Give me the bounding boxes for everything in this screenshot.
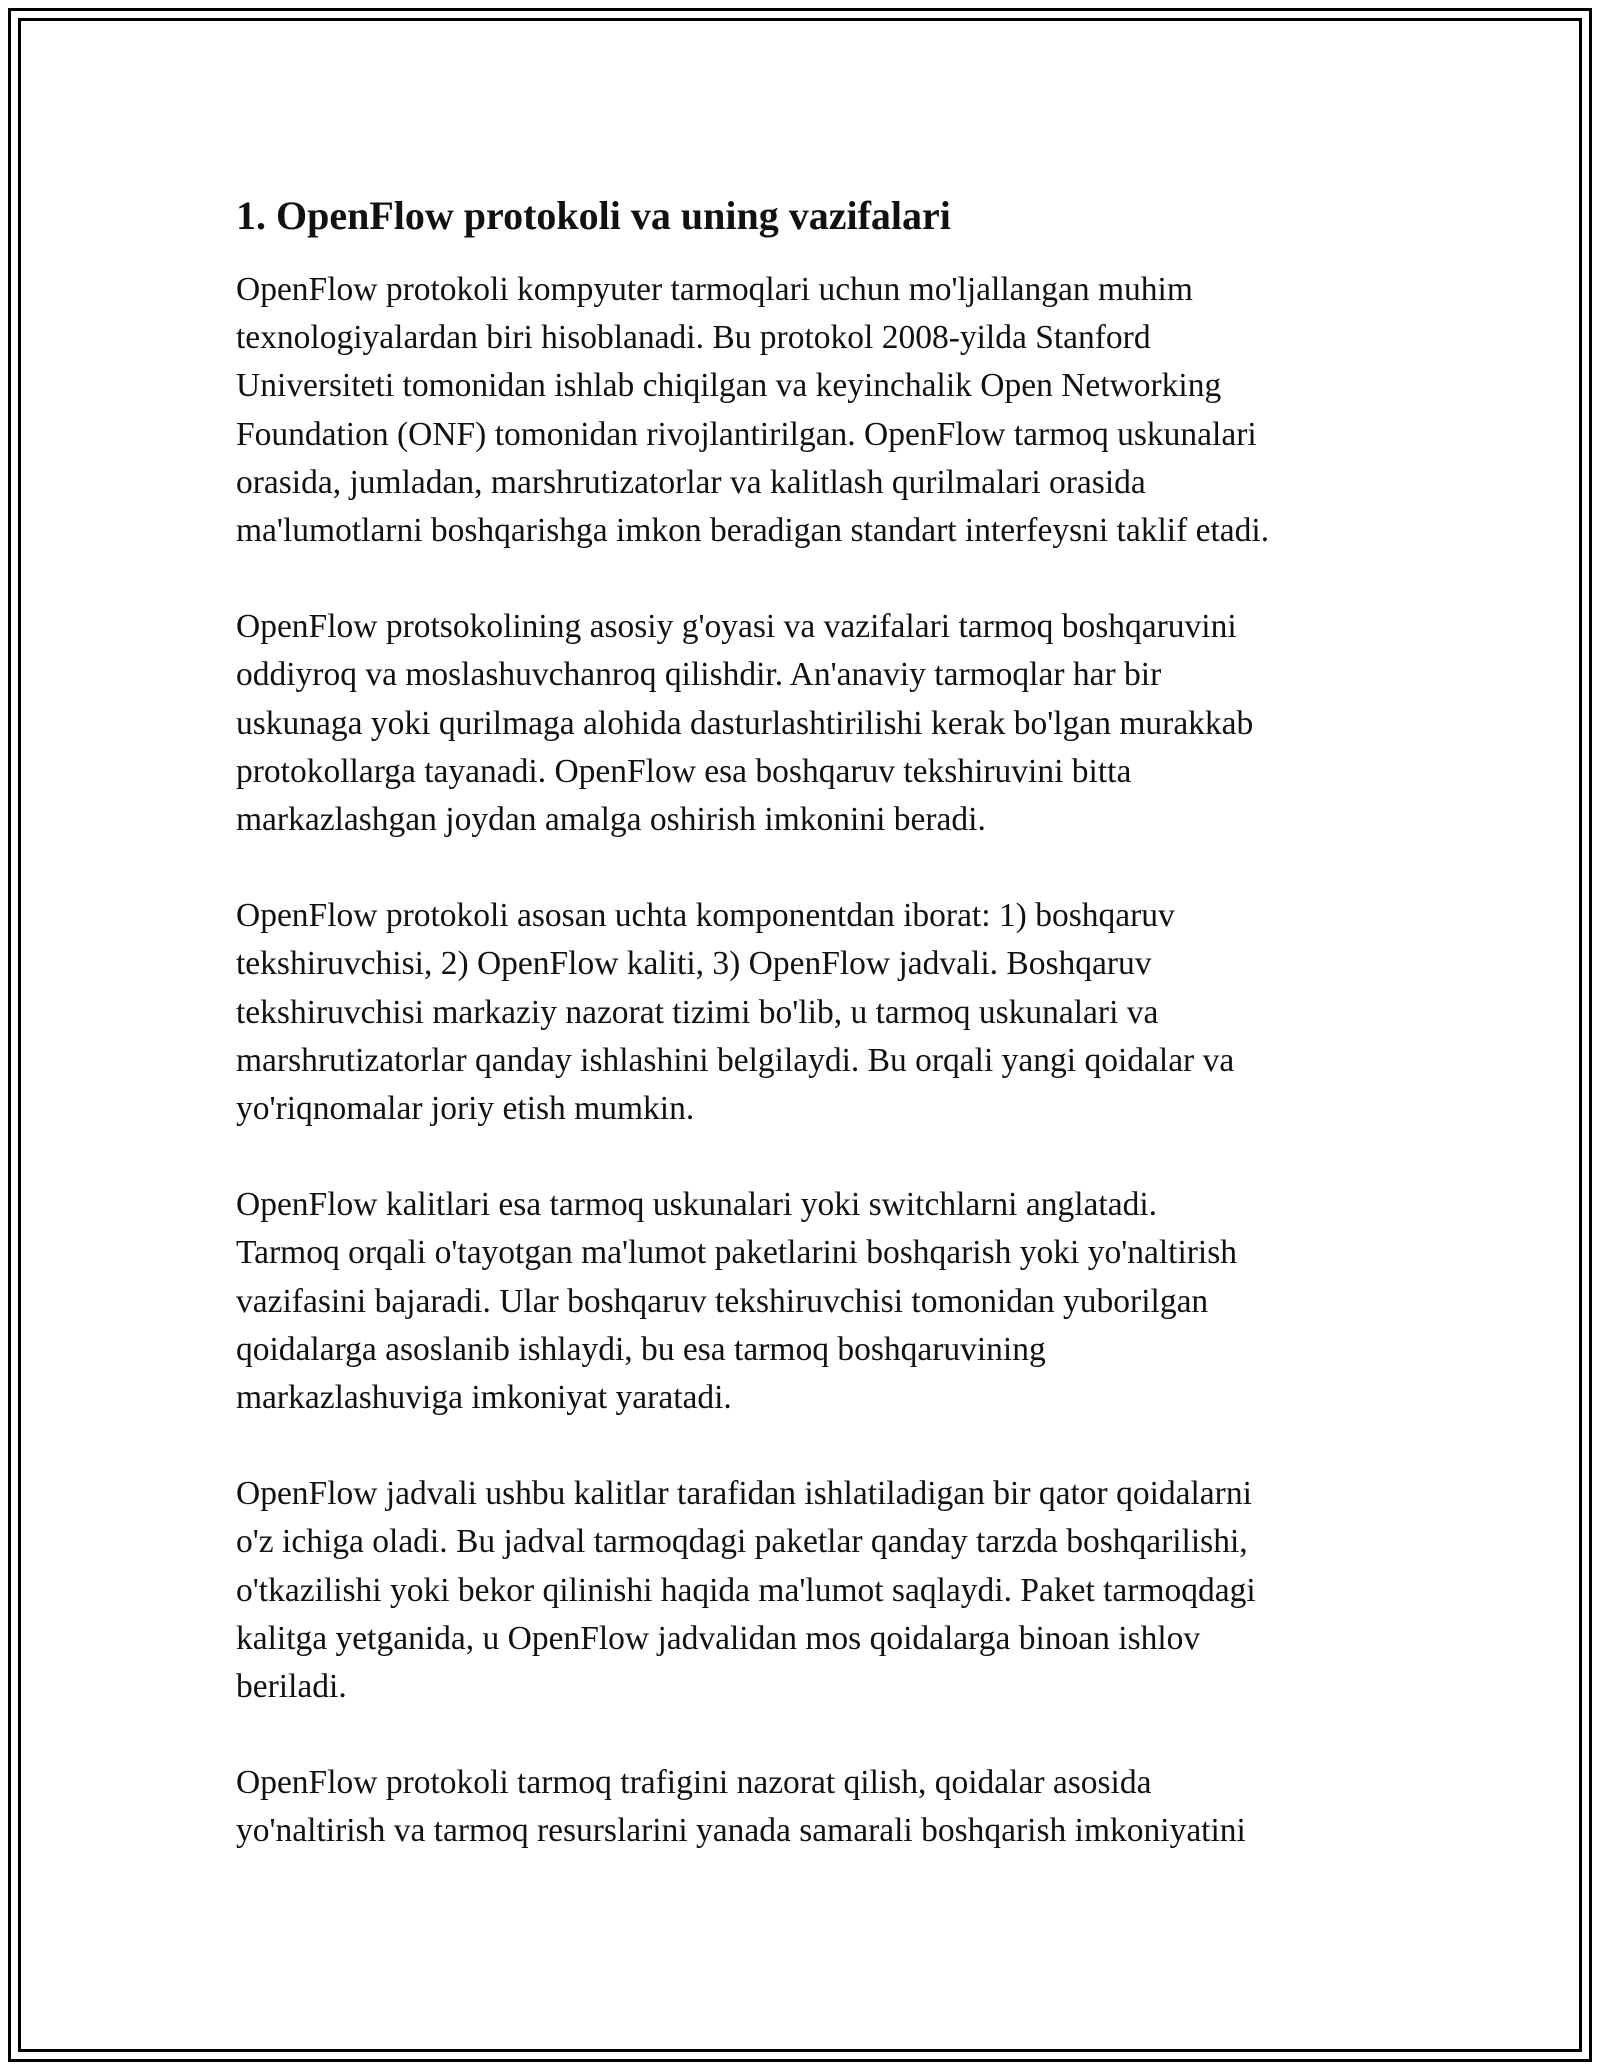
text-line: o'tkazilishi yoki bekor qilinishi haqida ma'lumot saqlaydi. Paket tarmoqdagi [236,1571,1256,1609]
text-line: oddiyroq va moslashuvchanroq qilishdir. An'anaviy tarmoqlar har bir [236,656,1162,694]
text-line: texnologiyalardan biri hisoblanadi. Bu protokol 2008-yilda Stanford [236,319,1151,357]
text-line: OpenFlow protokoli kompyuter tarmoqlari uchun mo'ljallangan muhim [236,271,1193,308]
text-line: tekshiruvchisi markaziy nazorat tizimi bo'lib, u tarmoq uskunalari va [236,993,1159,1031]
text-line: yo'naltirish va tarmoq resurslarini yanada samarali boshqarish imkoniyatini [236,1812,1246,1850]
text-line: Universiteti tomonidan ishlab chiqilgan va keyinchalik Open Networking [236,367,1222,405]
paragraph-summary [236,1759,1376,1855]
text-line: o'z ichiga oladi. Bu jadval tarmoqdagi paketlar qanday tarzda boshqarilishi, [236,1523,1248,1561]
text-line: Foundation (ONF) tomonidan rivojlantirilgan. OpenFlow tarmoq uskunalari [236,415,1257,453]
section-heading: 1. OpenFlow protokoli va uning vazifalari [236,193,951,238]
text-line: beriladi. [236,1668,347,1706]
text-line: OpenFlow jadvali ushbu kalitlar tarafidan ishlatiladigan bir qator qoidalarni [236,1475,1252,1513]
text-line: OpenFlow kalitlari esa tarmoq uskunalari yoki switchlarni anglatadi. [236,1186,1158,1224]
text-line: yo'riqnomalar joriy etish mumkin. [236,1090,695,1128]
paragraph-components [236,892,1376,1133]
text-line: markazlashuviga imkoniyat yaratadi. [236,1379,732,1417]
text-line: orasida, jumladan, marshrutizatorlar va kalitlash qurilmalari orasida [236,463,1146,501]
document-body [236,184,1376,1904]
text-line: kalitga yetganida, u OpenFlow jadvalidan mos qoidalarga binoan ishlov [236,1619,1201,1657]
text-line: qoidalarga asoslanib ishlaydi, bu esa tarmoq boshqaruvining [236,1330,1046,1368]
text-line: OpenFlow protsokolining asosiy g'oyasi va vazifalari tarmoq boshqaruvini [236,608,1237,646]
paragraph-switches [236,1181,1376,1422]
paragraph-intro [236,266,1376,555]
paragraph-main-idea [236,603,1376,844]
text-line: protokollarga tayanadi. OpenFlow esa boshqaruv tekshiruvini bitta [236,752,1132,790]
text-line: uskunaga yoki qurilmaga alohida dasturlashtirilishi kerak bo'lgan murakkab [236,704,1254,742]
text-line: OpenFlow protokoli tarmoq trafigini nazorat qilish, qoidalar asosida [236,1764,1152,1802]
text-line: marshrutizatorlar qanday ishlashini belgilaydi. Bu orqali yangi qoidalar va [236,1041,1235,1079]
text-line: vazifasini bajaradi. Ular boshqaruv tekshiruvchisi tomonidan yuborilgan [236,1282,1209,1320]
paragraph-flow-table [236,1470,1376,1711]
text-line: Tarmoq orqali o'tayotgan ma'lumot paketlarini boshqarish yoki yo'naltirish [236,1234,1238,1272]
text-line: markazlashgan joydan amalga oshirish imkonini beradi. [236,801,986,839]
text-line: tekshiruvchisi, 2) OpenFlow kaliti, 3) OpenFlow jadvali. Boshqaruv [236,945,1152,983]
text-line: OpenFlow protokoli asosan uchta komponentdan iborat: 1) boshqaruv [236,897,1175,935]
text-line: ma'lumotlarni boshqarishga imkon beradigan standart interfeysni taklif etadi. [236,512,1270,550]
